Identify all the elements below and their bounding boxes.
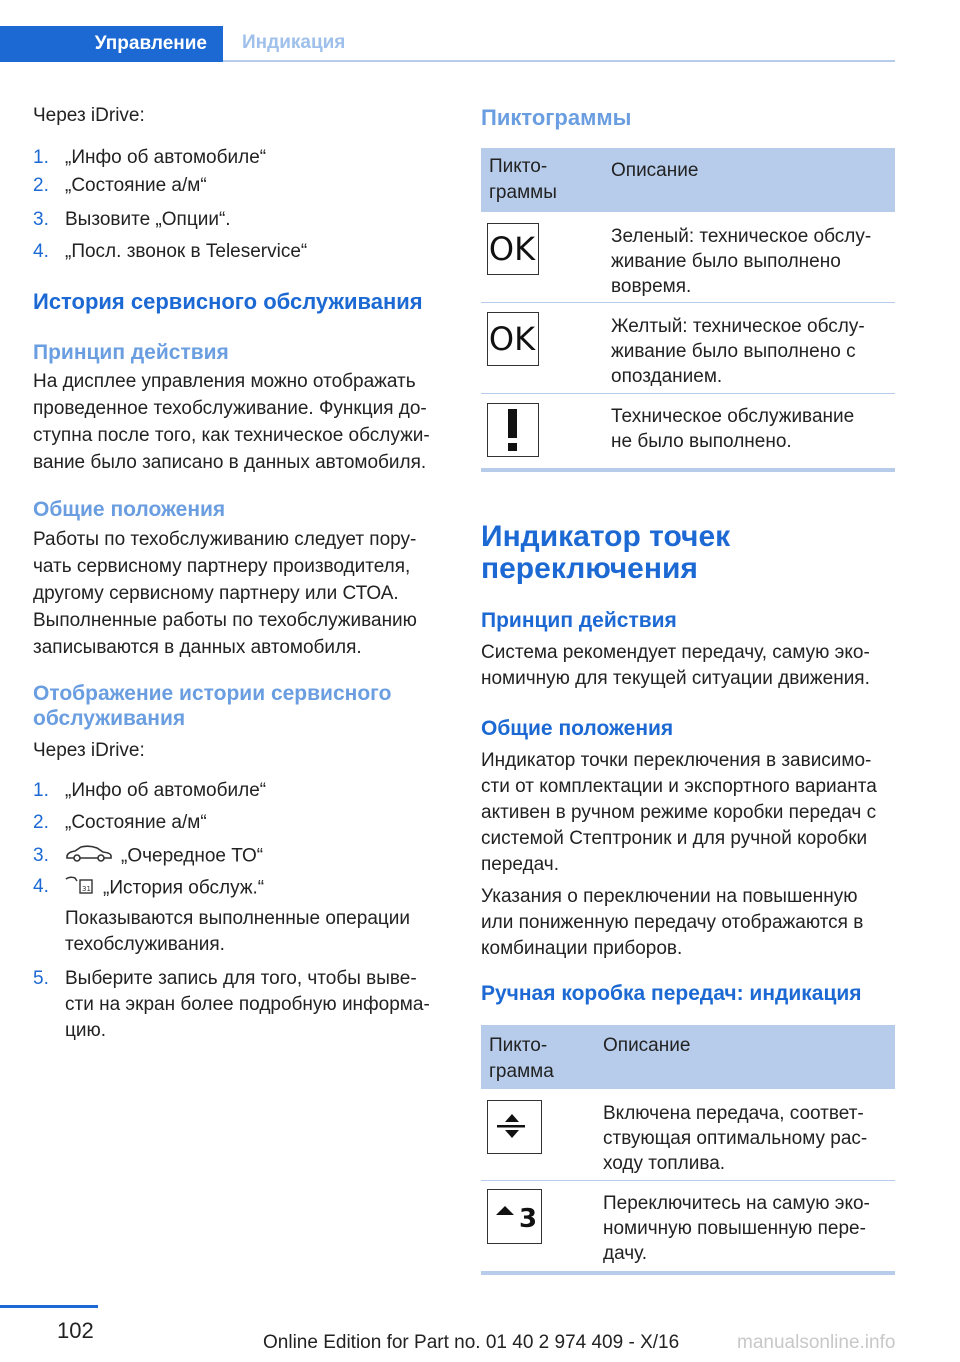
paragraph-line: Индикатор точки переключения в зависимо‐	[481, 750, 872, 771]
list-number: 4.	[33, 241, 49, 262]
chapter-heading: Индикатор точек	[481, 520, 731, 553]
paragraph-line: комбинации приборов.	[481, 938, 683, 959]
list-number: 4.	[33, 876, 49, 897]
gear-up-icon	[487, 1189, 542, 1244]
row-divider	[481, 393, 895, 394]
paragraph-line: записываются в данных автомобиля.	[33, 637, 362, 658]
table-cell: вовремя.	[611, 276, 692, 297]
svg-text:31: 31	[82, 885, 91, 893]
list-text: „Инфо об автомобиле“	[65, 147, 267, 168]
pictograms-heading: Пиктограммы	[481, 105, 632, 130]
table-cell: живание было выполнено	[611, 251, 841, 272]
paragraph-line: Выполненные работы по техобслуживанию	[33, 610, 417, 631]
subsection-heading: Ручная коробка передач: индикация	[481, 982, 862, 1005]
paragraph-line: проведенное техобслуживание. Функция до‐	[33, 398, 427, 419]
svg-text:3: 3	[518, 1204, 538, 1234]
ok-icon	[487, 312, 539, 366]
paragraph-line: чать сервисному партнеру производителя,	[33, 556, 411, 577]
subsection-heading: Принцип действия	[33, 341, 229, 364]
table-cell: Желтый: техническое обслу‐	[611, 316, 865, 337]
header-cell-picto: Пикто‐	[489, 1035, 548, 1056]
list-number: 2.	[33, 812, 49, 833]
list-text: „Посл. звонок в Teleservice“	[65, 241, 308, 262]
list-number: 2.	[33, 175, 49, 196]
table-cell: Включена передача, соответ‐	[603, 1103, 864, 1124]
list-text: „Инфо об автомобиле“	[65, 780, 267, 801]
table-cell: дачу.	[603, 1243, 648, 1264]
list-text	[65, 843, 448, 870]
intro-text: Через iDrive:	[33, 105, 145, 126]
watermark: manualsonline.info	[737, 1332, 896, 1353]
list-number: 3.	[33, 845, 49, 866]
header-cell-desc: Описание	[611, 160, 699, 181]
table-cell: Переключитесь на самую эко‐	[603, 1193, 870, 1214]
paragraph-line: ступна после того, как техническое обслужи‐	[33, 425, 430, 446]
table-end	[481, 468, 895, 472]
exclamation-icon	[487, 403, 539, 457]
paragraph-line: передач.	[481, 854, 559, 875]
table-cell: номичную повышенную пере‐	[603, 1218, 866, 1239]
subsection-heading: обслуживания	[33, 707, 186, 730]
header-cell-desc: Описание	[603, 1035, 691, 1056]
header-cell-picto: грамма	[489, 1061, 554, 1082]
table-cell: ствующая оптимальному рас‐	[603, 1128, 868, 1149]
table-header	[481, 1025, 895, 1089]
row-divider	[481, 1180, 895, 1181]
paragraph-line: Система рекомендует передачу, самую эко‐	[481, 642, 870, 663]
subsection-heading: Общие положения	[33, 498, 226, 521]
row-divider	[481, 302, 895, 303]
list-text: цию.	[65, 1020, 107, 1041]
ok-icon	[487, 223, 539, 275]
list-text: „Состояние а/м“	[65, 812, 207, 833]
paragraph-line: или пониженную передачу отображаются в	[481, 912, 864, 933]
gear-optimal-icon	[487, 1100, 542, 1154]
section-heading: История сервисного обслуживания	[33, 289, 423, 314]
paragraph-line: номичную для текущей ситуации движения.	[481, 668, 870, 689]
list-note: техобслуживания.	[65, 934, 225, 955]
tab-control[interactable]	[0, 26, 223, 62]
header-cell-picto: Пикто‐	[489, 156, 548, 177]
paragraph-line: сти от комплектации и экспортного варианта	[481, 776, 877, 797]
subsection-heading: Общие положения	[481, 717, 674, 740]
list-number: 1.	[33, 780, 49, 801]
list-note: Показываются выполненные операции	[65, 908, 410, 929]
list-text-label: „История обслуж.“	[103, 877, 265, 899]
paragraph-line: вание было записано в данных автомобиля.	[33, 452, 427, 473]
list-text: Выберите запись для того, чтобы выве‐	[65, 968, 417, 989]
list-number: 5.	[33, 968, 49, 989]
list-text: „Состояние а/м“	[65, 175, 207, 196]
list-text: Вызовите „Опции“.	[65, 209, 231, 230]
car-icon	[65, 843, 113, 870]
paragraph-line: активен в ручном режиме коробки передач с	[481, 802, 877, 823]
tab-control-label: Управление	[94, 33, 207, 54]
table-cell: опозданием.	[611, 366, 723, 387]
page-number: 102	[57, 1318, 94, 1343]
table-end	[481, 1271, 895, 1275]
edition-text: Online Edition for Part no. 01 40 2 974 409 - X/16	[263, 1332, 680, 1353]
paragraph-line: На дисплее управления можно отображать	[33, 371, 416, 392]
table-cell: Зеленый: техническое обслу‐	[611, 226, 872, 247]
subsection-heading: Принцип действия	[481, 609, 677, 632]
tab-indication[interactable]: Индикация	[242, 32, 346, 53]
paragraph-line: Работы по техобслуживанию следует пору‐	[33, 529, 417, 550]
paragraph-line: Указания о переключении на повышенную	[481, 886, 858, 907]
list-number: 1.	[33, 147, 49, 168]
svg-text:OK: OK	[488, 230, 536, 268]
header-cell-picto: граммы	[489, 182, 557, 203]
footer-rule	[0, 1305, 98, 1308]
table-cell: не было выполнено.	[611, 431, 792, 452]
chapter-heading: переключения	[481, 552, 698, 585]
list-text	[65, 874, 448, 903]
list-number: 3.	[33, 209, 49, 230]
list-text-label: „Очередное ТО“	[121, 845, 264, 867]
service-history-icon	[65, 874, 95, 903]
intro-text: Через iDrive:	[33, 740, 145, 761]
table-header	[481, 148, 895, 212]
header-tabs	[0, 26, 895, 62]
svg-text:OK: OK	[488, 320, 536, 358]
subsection-heading: Отображение истории сервисного	[33, 682, 392, 705]
paragraph-line: другому сервисному партнеру или СТОА.	[33, 583, 399, 604]
list-text: сти на экран более подробную информа‐	[65, 994, 430, 1015]
table-cell: Техническое обслуживание	[611, 406, 855, 427]
table-cell: ходу топлива.	[603, 1153, 726, 1174]
paragraph-line: системой Стептроник и для ручной коробки	[481, 828, 868, 849]
table-cell: живание было выполнено с	[611, 341, 856, 362]
